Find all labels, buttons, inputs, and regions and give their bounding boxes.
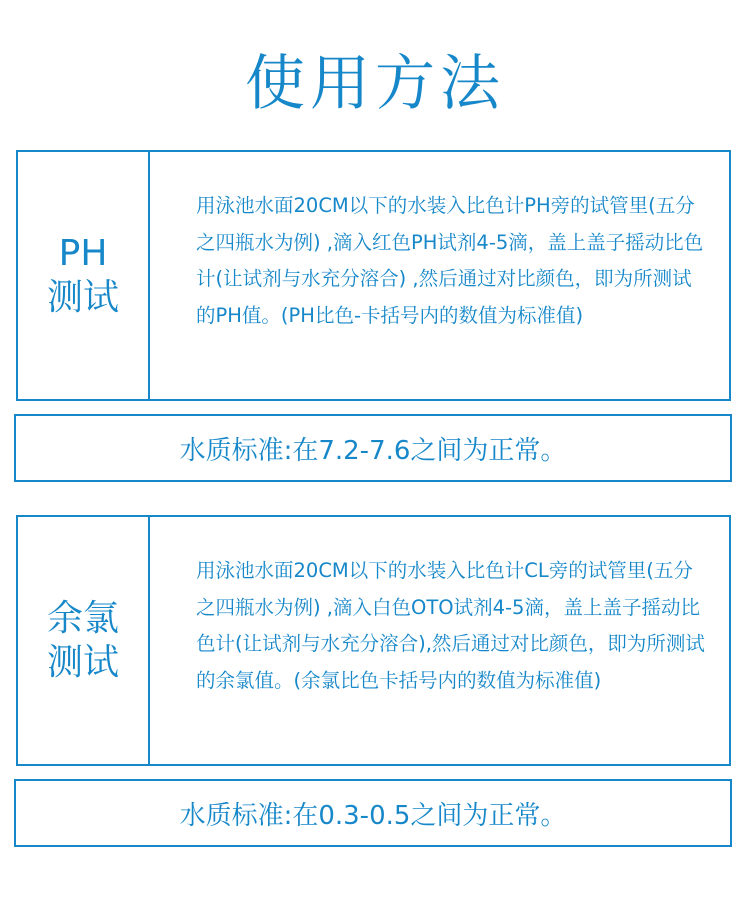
ph-test-label-line1: PH <box>58 232 108 274</box>
ph-test-description: 用泳池水面20CM以下的水装入比色计PH旁的试管里(五分之四瓶水为例) ,滴入红色PH试剂4-5滴，盖上盖子摇动比色计(让试剂与水充分溶合) ,然后通过对比颜色，即为所测试的PH值。(PH比色-卡括号内的数值为标准值) <box>196 194 704 327</box>
chlorine-test-label-line1: 余氯 <box>46 597 119 639</box>
chlorine-test-section <box>16 515 731 766</box>
chlorine-test-label <box>18 517 150 764</box>
chlorine-test-description: 用泳池水面20CM以下的水装入比色计CL旁的试管里(五分之四瓶水为例) ,滴入白色OTO试剂4-5滴，盖上盖子摇动比色计(让试剂与水充分溶合),然后通过对比颜色，即为所测试的余氯值。(余氯比色卡括号内的数值为标准值) <box>196 559 705 692</box>
ph-test-section <box>16 150 731 401</box>
page-title: 使用方法 <box>245 49 505 119</box>
ph-water-standard: 水质标准:在7.2-7.6之间为正常。 <box>14 414 732 482</box>
chlorine-water-standard: 水质标准:在0.3-0.5之间为正常。 <box>14 779 732 847</box>
ph-test-label <box>18 152 150 399</box>
chlorine-test-label-line2: 测试 <box>46 641 119 683</box>
ph-test-label-line2: 测试 <box>46 276 119 318</box>
